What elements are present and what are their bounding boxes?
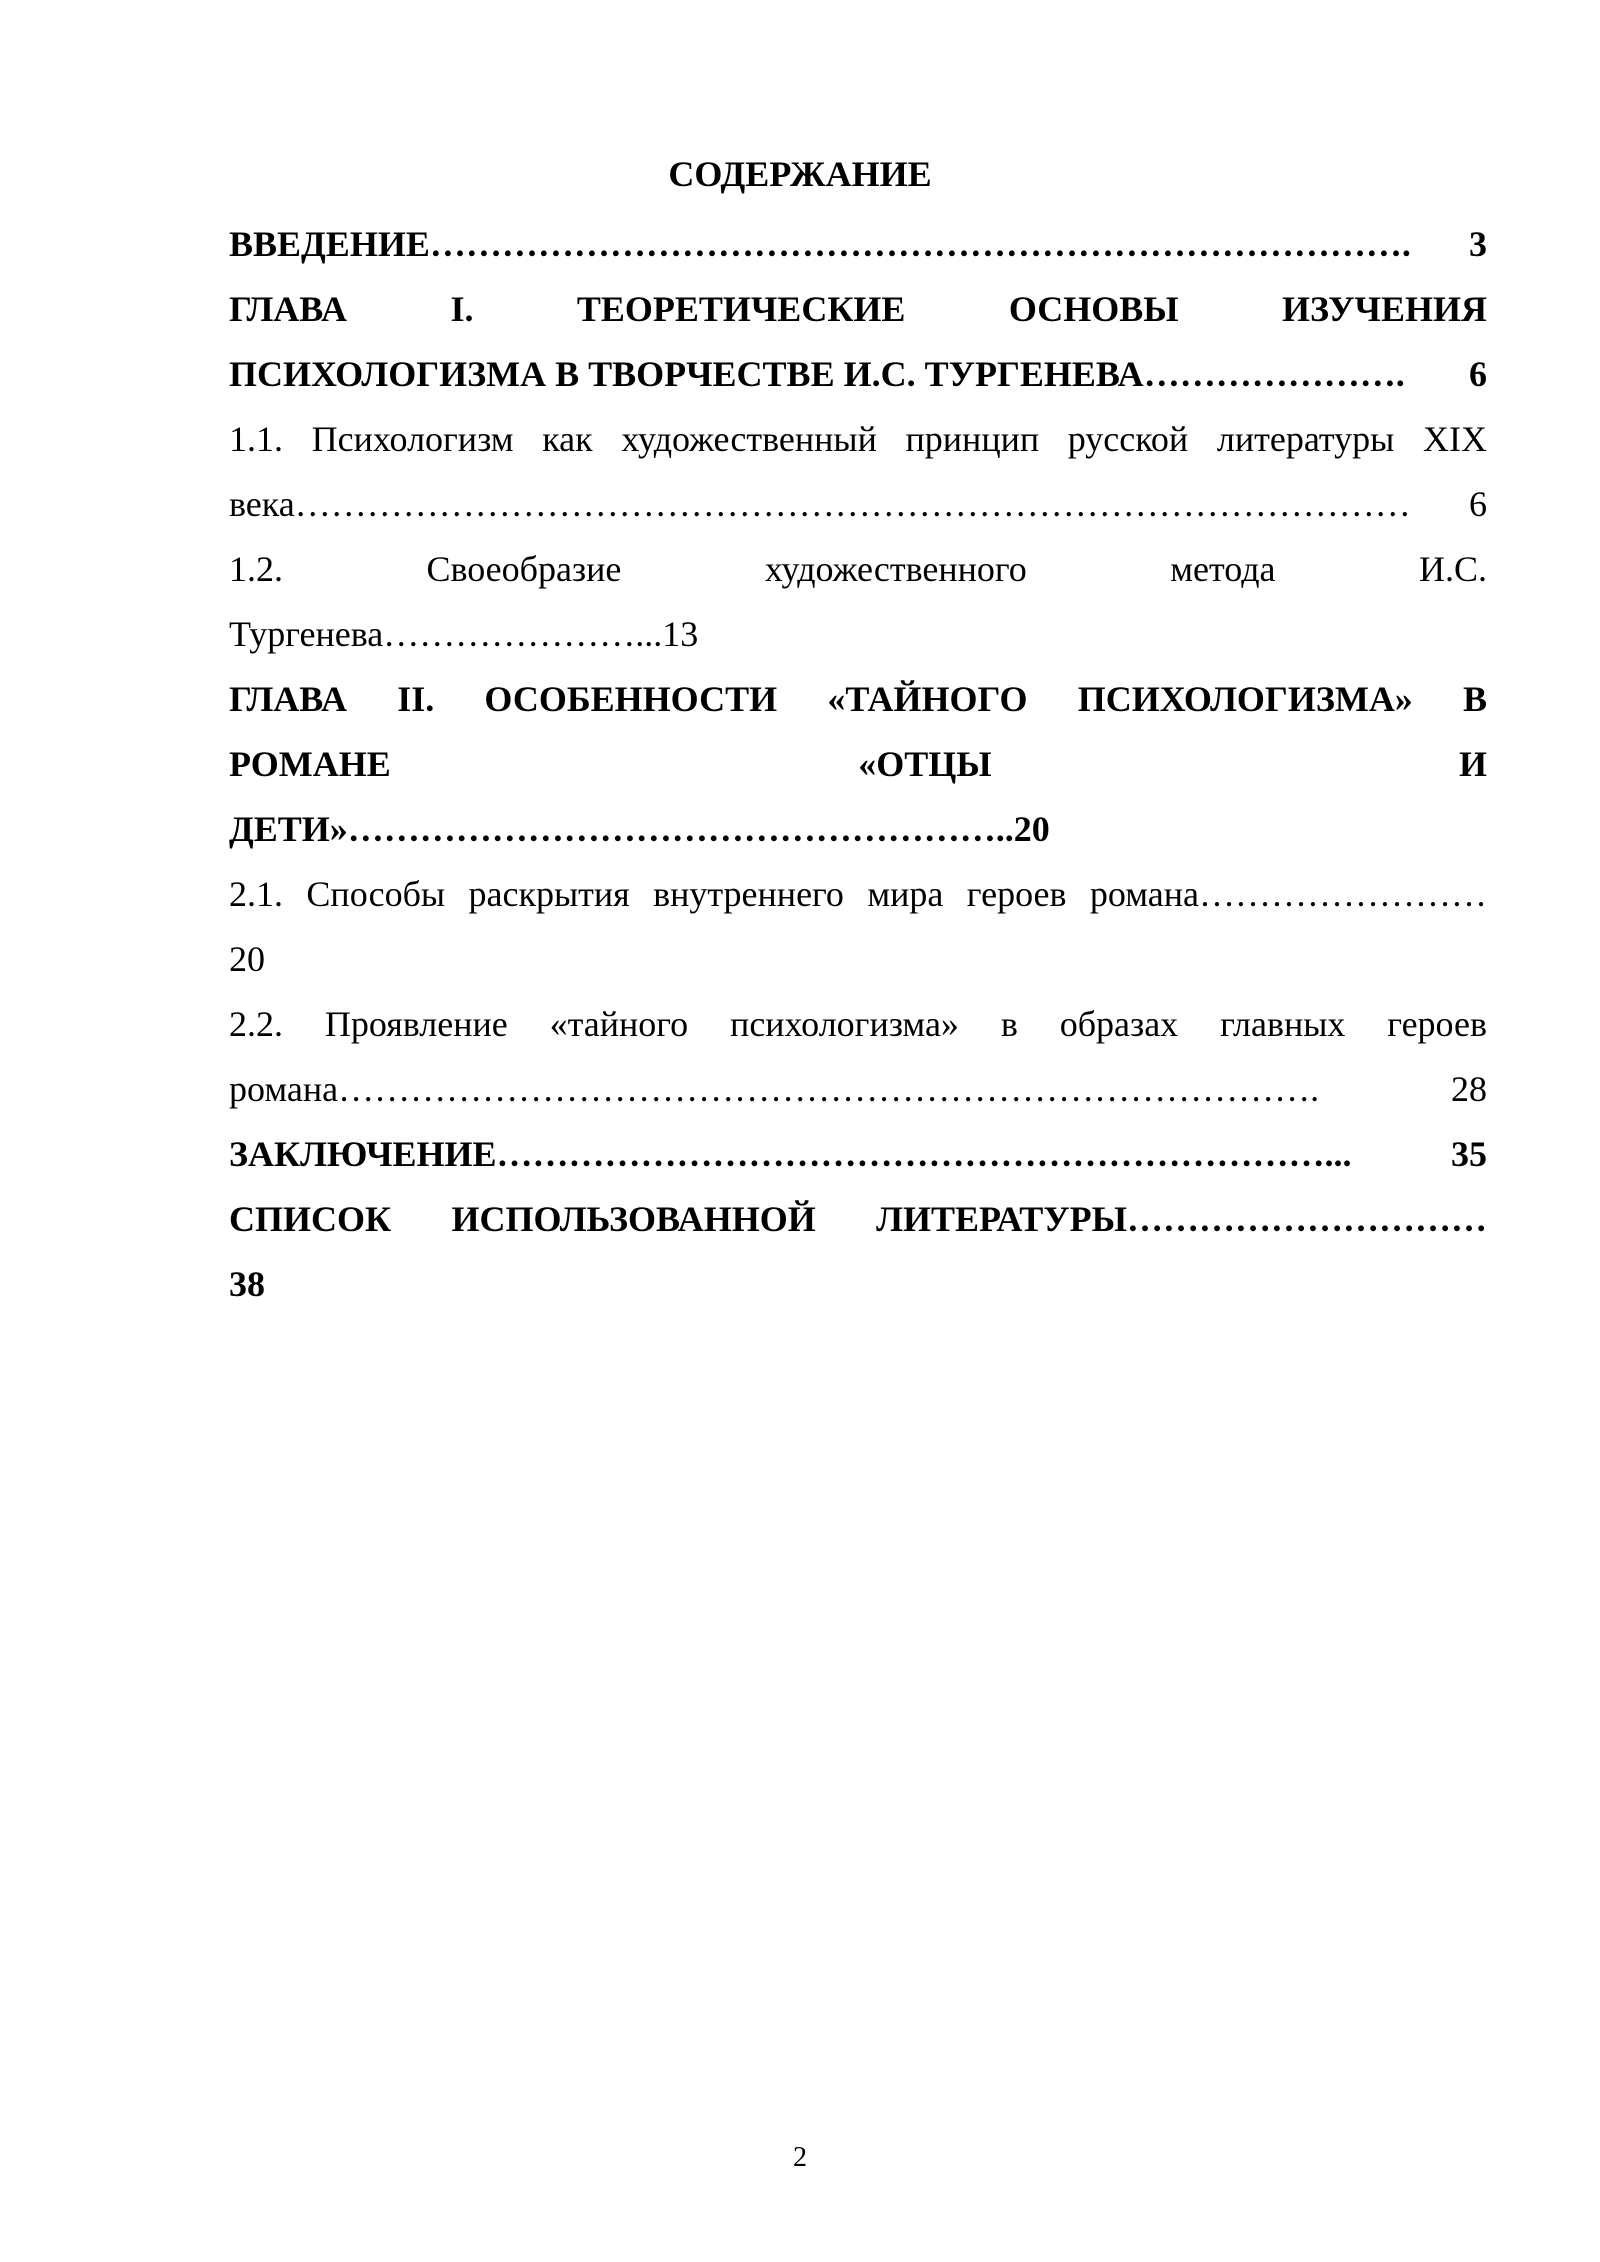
toc-page-number: 28: [1451, 1069, 1487, 1109]
toc-page-number: 13: [662, 614, 699, 654]
toc-entry-text: Тургенева: [229, 614, 384, 654]
toc-entry-text: ПСИХОЛОГИЗМА В ТВОРЧЕСТВЕ И.С. ТУРГЕНЕВА: [229, 354, 1144, 394]
toc-word: И.С.: [1418, 549, 1487, 589]
toc-entry-chapter-2-line-3[interactable]: [229, 797, 1487, 862]
toc-word: «ТАЙНОГО: [827, 679, 1028, 719]
toc-word: принцип: [905, 419, 1040, 459]
toc-entry-introduction[interactable]: [229, 212, 1487, 277]
toc-word: психологизма»: [730, 1004, 959, 1044]
toc-page-number: 20: [1013, 809, 1050, 849]
toc-word: русской: [1067, 419, 1189, 459]
toc-entry-chapter-2-line-2[interactable]: [229, 732, 1487, 797]
toc-entry-section-2-1-line-1[interactable]: [229, 862, 1487, 927]
toc-word: «ОТЦЫ: [858, 744, 992, 784]
toc-leader-dots: ………………………………………………..: [347, 809, 1014, 849]
toc-title: СОДЕРЖАНИЕ: [668, 154, 932, 194]
toc-page-number: 3: [1469, 224, 1487, 264]
toc-word: как: [542, 419, 593, 459]
toc-entry-text: века: [229, 484, 295, 524]
toc-entry-chapter-2-line-1[interactable]: [229, 667, 1487, 732]
toc-word: ИЗУЧЕНИЯ: [1282, 289, 1487, 329]
toc-page-number: 6: [1469, 484, 1487, 524]
toc-word: героев: [966, 874, 1067, 914]
toc-word: главных: [1220, 1004, 1346, 1044]
toc-entry-section-1-1-line-1[interactable]: [229, 407, 1487, 472]
toc-entry-references-line-2[interactable]: [229, 1252, 1487, 1317]
toc-entry-chapter-1-line-2[interactable]: [229, 342, 1487, 407]
toc-leader-dots: …………………...: [383, 614, 663, 654]
toc-word: ОСНОВЫ: [1008, 289, 1179, 329]
toc-word: раскрытия: [468, 874, 630, 914]
toc-word: романа……………………: [1089, 874, 1487, 914]
toc-leader-dots: ……………………………………………………………………….: [338, 1069, 1320, 1109]
toc-word: 2.1.: [229, 874, 283, 914]
toc-word: «тайного: [549, 1004, 689, 1044]
toc-entry-section-2-1-line-2[interactable]: [229, 927, 1487, 992]
toc-word: ПСИХОЛОГИЗМА»: [1077, 679, 1413, 719]
toc-word: ГЛАВА: [229, 289, 348, 329]
toc-leader-dots: ………………….: [1143, 354, 1405, 394]
toc-word: I.: [450, 289, 474, 329]
toc-leader-dots: …………………………………………………………………………………: [294, 484, 1411, 524]
toc-entry-text: романа: [229, 1069, 339, 1109]
toc-word: Проявление: [324, 1004, 508, 1044]
toc-word: 2.2.: [229, 1004, 283, 1044]
toc-word: образах: [1059, 1004, 1179, 1044]
table-of-contents: [229, 212, 1487, 1317]
toc-word: художественный: [621, 419, 877, 459]
toc-leader-dots: ……………………………………………………………………….: [429, 224, 1411, 264]
toc-entry-chapter-1-line-1[interactable]: [229, 277, 1487, 342]
toc-entry-section-1-2-line-2[interactable]: [229, 602, 1487, 667]
toc-entry-section-2-2-line-1[interactable]: [229, 992, 1487, 1057]
toc-word: ТЕОРЕТИЧЕСКИЕ: [576, 289, 906, 329]
toc-word: 1.1.: [229, 419, 283, 459]
toc-word: СПИСОК: [229, 1199, 392, 1239]
toc-word: в: [1000, 1004, 1018, 1044]
toc-word: В: [1462, 679, 1487, 719]
toc-entry-text: ЗАКЛЮЧЕНИЕ: [229, 1134, 497, 1174]
toc-page-number: 35: [1451, 1134, 1487, 1174]
page-number: 2: [793, 2142, 807, 2173]
toc-entry-conclusion[interactable]: [229, 1122, 1487, 1187]
toc-entry-references-line-1[interactable]: [229, 1187, 1487, 1252]
toc-word: Способы: [306, 874, 446, 914]
toc-entry-text: ВВЕДЕНИЕ: [229, 224, 430, 264]
toc-word: художественного: [764, 549, 1027, 589]
toc-word: Своеобразие: [426, 549, 622, 589]
toc-word: РОМАНЕ: [229, 744, 391, 784]
toc-word: мира: [867, 874, 944, 914]
toc-word: ОСОБЕННОСТИ: [484, 679, 778, 719]
toc-page-number: 20: [229, 939, 265, 979]
toc-word: метода: [1170, 549, 1276, 589]
toc-entry-section-1-1-line-2[interactable]: [229, 472, 1487, 537]
toc-entry-section-1-2-line-1[interactable]: [229, 537, 1487, 602]
toc-word: ИСПОЛЬЗОВАННОЙ: [451, 1199, 816, 1239]
toc-word: ГЛАВА: [229, 679, 348, 719]
toc-word: XIX: [1422, 419, 1487, 459]
toc-word: И: [1458, 744, 1487, 784]
toc-entry-text: ДЕТИ»: [229, 809, 348, 849]
toc-word: литературы: [1216, 419, 1395, 459]
toc-word: ЛИТЕРАТУРЫ…………………………: [876, 1199, 1487, 1239]
toc-page-number: 6: [1469, 354, 1487, 394]
toc-word: 1.2.: [229, 549, 283, 589]
toc-word: героев: [1387, 1004, 1487, 1044]
toc-page-number: 38: [229, 1264, 265, 1304]
toc-word: внутреннего: [653, 874, 844, 914]
toc-leader-dots: ……………………………………………………………...: [496, 1134, 1352, 1174]
toc-entry-section-2-2-line-2[interactable]: [229, 1057, 1487, 1122]
toc-word: Психологизм: [311, 419, 514, 459]
toc-word: II.: [397, 679, 435, 719]
